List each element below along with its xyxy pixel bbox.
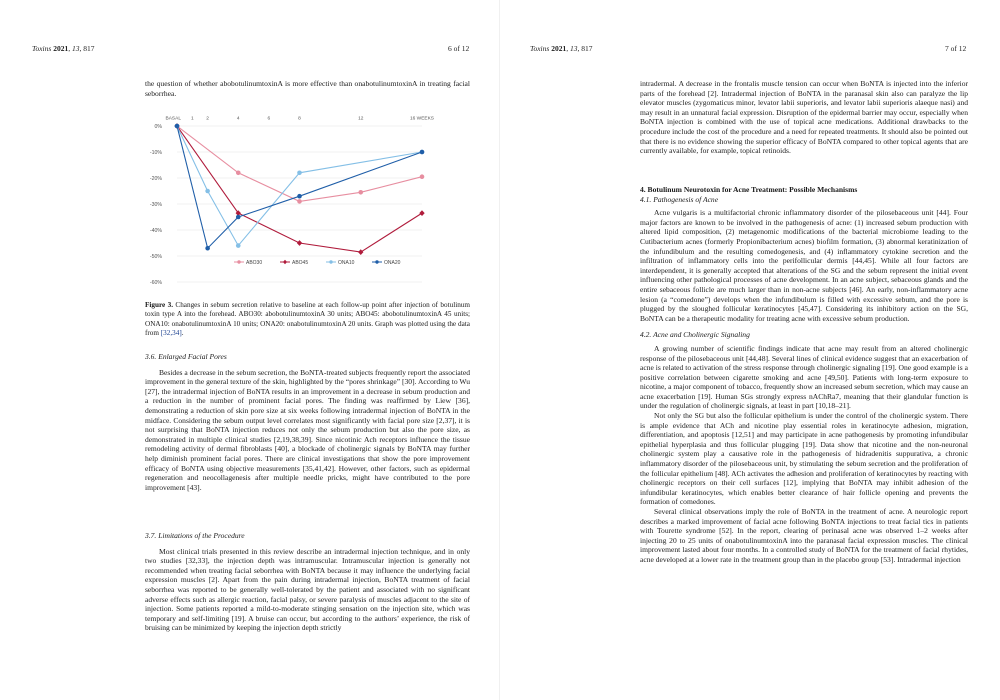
journal-name: Toxins — [530, 44, 550, 53]
caption-end: . — [181, 329, 184, 338]
x-tick-label: 16 WEEKS — [410, 116, 434, 122]
data-point — [358, 190, 363, 195]
legend-label: ABO30 — [246, 259, 263, 266]
running-head-journal: Toxins 2021, 13, 817 — [530, 44, 593, 53]
legend-item — [326, 260, 355, 266]
y-tick-label: -20% — [149, 175, 162, 182]
page-number: 7 of 12 — [945, 44, 967, 53]
article-number: 817 — [83, 44, 95, 53]
data-point — [420, 150, 425, 155]
subsection-heading-4-2: 4.2. Acne and Cholinergic Signaling — [640, 330, 750, 340]
series-line — [177, 126, 422, 252]
figure-label: Figure 3. — [145, 301, 174, 309]
section-4-2-paragraph-1: A growing number of scientific findings indicate that acne may result from an altered cholinergic response of the pilosebaceous unit [44,48]. Several lines of clinical evidence suggest that an exacerbation of acne is related to activation of the stress response through cholinergic signaling [19]. One good example is a positive correlation between cigarette smoking and acne [49,50]. Patients with long-term exposure to nicotine, a major component of tobacco, frequently show an increased sebum secretion, which may cause an acne exacerbation [19]. Human SGs strongly express nAChRa7, meaning that their glandular function is under the regulation of cholinergic signals, at least in part [10,18–21]. — [640, 343, 968, 411]
section-3-6 — [145, 352, 470, 492]
journal-volume: 13 — [569, 44, 578, 53]
section-4-2-paragraph-2: Not only the SG but also the follicular epithelium is under the control of the cholinergic system. There is ample evidence that ACh and nicotine play essential roles in keratinocyte adhesion, migration, differentiation, and apoptosis [12,51] and may participate in acne pathogenesis by promoting infundibular epithelial hyperplasia and thus follicular plugging [19]. Data show that nicotine and the non-neuronal cholinergic system play a causative role in the pathogenesis of hidradenitis suppurativa, a chronic inflammatory disorder of the pilosebaceous unit, by stimulating the sebum secretion and the proliferation of the follicular epithelium [48]. ACh activates the adhesion and proliferation of keratinocytes by reacting with cholinergic receptors on their cell surfaces [12], implying that BoNTA may inhibit adhesion of the infundibular keratinocytes, which enables better clearance of hair follicle opening and prevents the formation of comedones. — [640, 411, 968, 507]
journal-year: 2021 — [53, 44, 69, 53]
chart-legend — [234, 260, 401, 266]
figure-3-chart — [140, 110, 440, 292]
legend-item — [372, 260, 401, 266]
data-point — [358, 249, 363, 255]
chart-gridlines — [177, 126, 422, 282]
intro-paragraph-block — [145, 79, 470, 98]
data-point — [297, 171, 302, 176]
x-tick-label: 6 — [267, 116, 271, 122]
running-head-journal: Toxins 2021, 13, 817 — [32, 44, 95, 53]
legend-marker — [283, 260, 287, 265]
section-heading-4: 4. Botulinum Neurotoxin for Acne Treatment: Possible Mechanisms — [640, 185, 858, 194]
legend-item — [280, 260, 308, 266]
y-tick-label: -40% — [149, 227, 162, 234]
y-tick-label: -50% — [149, 253, 162, 260]
figure-3-caption — [145, 301, 470, 339]
y-tick-label: 0% — [154, 123, 162, 130]
y-tick-label: -30% — [149, 201, 162, 208]
data-point — [236, 215, 241, 220]
journal-volume: 13 — [71, 44, 80, 53]
series-line — [177, 126, 422, 201]
data-point — [297, 240, 302, 246]
legend-label: ONA20 — [384, 259, 401, 266]
section-4-2-paragraph-3: Several clinical observations imply the role of BoNTA in the treatment of acne. A neurologic report describes a marked improvement of facial acne following BoNTA injections to treat facial tics in patients with Tourette syndrome [52]. In the report, clearing of perinasal acne was observed 1–2 weeks after injecting 20 to 25 units of onabotulinumtoxinA into the paranasal facial expression muscles. The clinical improvement lasted about four months. In a controlled study of BoNTA for the treatment of facial rhytides, acne developed at a lower rate in the treatment group than in the placebo group [53]. Intradermal injection — [640, 507, 968, 564]
intro-paragraph: the question of whether abobotulinumtoxinA is more effective than onabotulinumtoxinA in treating facial seborrhea. — [145, 79, 470, 98]
x-tick-label: 12 — [358, 116, 364, 122]
data-point — [420, 174, 425, 179]
right-page — [500, 0, 1000, 700]
x-tick-label: 8 — [298, 116, 301, 122]
y-tick-label: -60% — [149, 279, 162, 286]
legend-marker — [237, 260, 240, 263]
series-abo30 — [175, 124, 425, 204]
section-4 — [640, 185, 968, 565]
section-3-6-paragraph: Besides a decrease in the sebum secretion, the BoNTA-treated subjects frequently report the associated improvement in the general texture of the skin, highlighted by the “pores shrinkage” [30]. According to Wu [27], the intradermal injection of BoNTA results in an improvement in a decrease in sebum production and a reduction in the number of prominent facial pores. The finding was reaffirmed by Liew [36], demonstrating a reduction of skin pore size at six weeks following intradermal injection of BoNTA in the midface. Considering the sebum output level correlates most significantly with facial pore size [2,37], it is not surprising that BoNTA injection reduces not only the sebum production but also the pore size, as demonstrated in multiple clinical studies [2,19,38,39]. Since nicotinic Ach receptors influence the tissue remodeling activity of dermal fibroblasts [40], a blockade of cholinergic signals by BoNTA may further help diminish prominent facial pores. There are clinical investigations that show the pore improvement efficacy of BoNTA using objective measurements [35,41,42]. However, other factors, such as epidermal regeneration and neocollagenesis after multiple needle pricks, might have contributed to the pore improvement [43]. — [145, 367, 470, 492]
section-3-7 — [145, 531, 470, 633]
journal-year: 2021 — [551, 44, 567, 53]
data-point — [236, 243, 241, 248]
section-3-7-paragraph: Most clinical trials presented in this review describe an intradermal injection technique, and in only two studies [32,33], the injection depth was intramuscular. Intramuscular injection is generally not recommended when treating facial seborrhea with BoNTA because it may influence the underlying facial expression muscles [2]. Apart from the pain during intradermal injection, BoNTA treatment of facial seborrhea was reported to be generally well-tolerated by the patient and associated with no significant adverse effects such as allergic reaction, facial palsy, or severe paralysis of muscles adjacent to the site of injection. Some patients reported a mild-to-moderate stinging sensation on the injection site, which was temporary and self-limiting [19]. A bruise can occur, but according to the authors’ experience, the risk of bruising can be minimized by keeping the injection depth strictly — [145, 546, 470, 633]
legend-label: ABO45 — [292, 259, 309, 266]
legend-marker — [329, 260, 332, 263]
page-number: 6 of 12 — [448, 44, 470, 53]
data-point — [297, 194, 302, 199]
y-tick-label: -10% — [149, 149, 162, 156]
series-abo45 — [174, 123, 424, 255]
x-tick-label: 1 — [190, 116, 194, 122]
article-number: 817 — [581, 44, 593, 53]
legend-marker — [375, 260, 378, 263]
caption-text: Changes in sebum secretion relative to baseline at each follow-up point after injection of botulinum toxin type A into the forehead. ABO30: abobotulinumtoxinA 30 units; ABO45: abobotulinumtoxinA 45 units; ONA10: onabotulinumtoxinA 10 units; ONA20: onabotulinumtoxinA 20 units. Graph was plotted using the data from — [145, 301, 470, 338]
section-heading-3-7: 3.7. Limitations of the Procedure — [145, 531, 245, 540]
data-point — [205, 246, 210, 251]
x-tick-label: 2 — [206, 116, 209, 122]
chart-series — [174, 123, 424, 255]
section-heading-3-6: 3.6. Enlarged Facial Pores — [145, 352, 227, 361]
legend-label: ONA10 — [338, 259, 355, 266]
x-tick-label: BASAL — [165, 116, 181, 122]
series-ona20 — [175, 124, 425, 251]
continued-paragraph: intradermal. A decrease in the frontalis muscle tension can occur when BoNTA is injected into the inferior parts of the forehead [2]. Intradermal injection of BoNTA in the paranasal skin also can paralyze the lip elevator muscles (zygomaticus minor, levator labii superioris, and levator labii superioris alaeque nasi) and may result in an unnatural facial expression. Disruption of the epidermal barrier may occur, especially when BoNTA injection is combined with the use of topical acne medications. Additional drawbacks to the procedure include the cost of the procedure and a need for repeated treatments. It should also be pointed out that there is no evidence showing the superior efficacy of BoNTA compared to other topical agents that are currently available, for example, topical retinoids. — [640, 79, 968, 156]
data-point — [236, 171, 241, 176]
data-point — [205, 189, 210, 194]
continued-paragraph-block — [640, 79, 968, 156]
caption-reference-link[interactable]: [32,34] — [160, 329, 182, 338]
x-tick-label: 4 — [236, 116, 240, 122]
journal-name: Toxins — [32, 44, 52, 53]
data-point — [419, 210, 424, 216]
data-point — [175, 124, 180, 129]
legend-item — [234, 260, 262, 266]
subsection-heading-4-1: 4.1. Pathogenesis of Acne — [640, 194, 719, 204]
section-4-1-paragraph: Acne vulgaris is a multifactorial chronic inflammatory disorder of the pilosebaceous unit [44]. Four major factors are known to be involved in the pathogenesis of acne: (1) increased sebum production with altered lipid composition, (2) metagenomic modifications of the bacterial microbiome leading to the Cutibacterium acnes (formerly Propionibacterium acnes) biofilm formation, (3) abnormal keratinization of the infundibulum and the resulting comedogenesis, and (4) inflammatory cytokine secretion and the infiltration of inflammatory cells into the perifollicular dermis [44,45]. While all four factors are interdependent, it is generally accepted that alterations of the SG and the sebum represent the initial event influencing other pathological processes of acne development. In an acne subject, sebaceous glands and the entire sebaceous follicle are much larger than in non-acne subjects [46]. An early, non-inflammatory acne lesion (a “comedone”) develops when the infundibulum is filled with excessive sebum, and the pore is plugged by the sloughed follicular keratinocytes [45,47]. Considering its inhibitory action on the SG, BoNTA can be a therapeutic modality for treating acne with excessive sebum production. — [640, 208, 968, 323]
data-point — [297, 199, 302, 204]
